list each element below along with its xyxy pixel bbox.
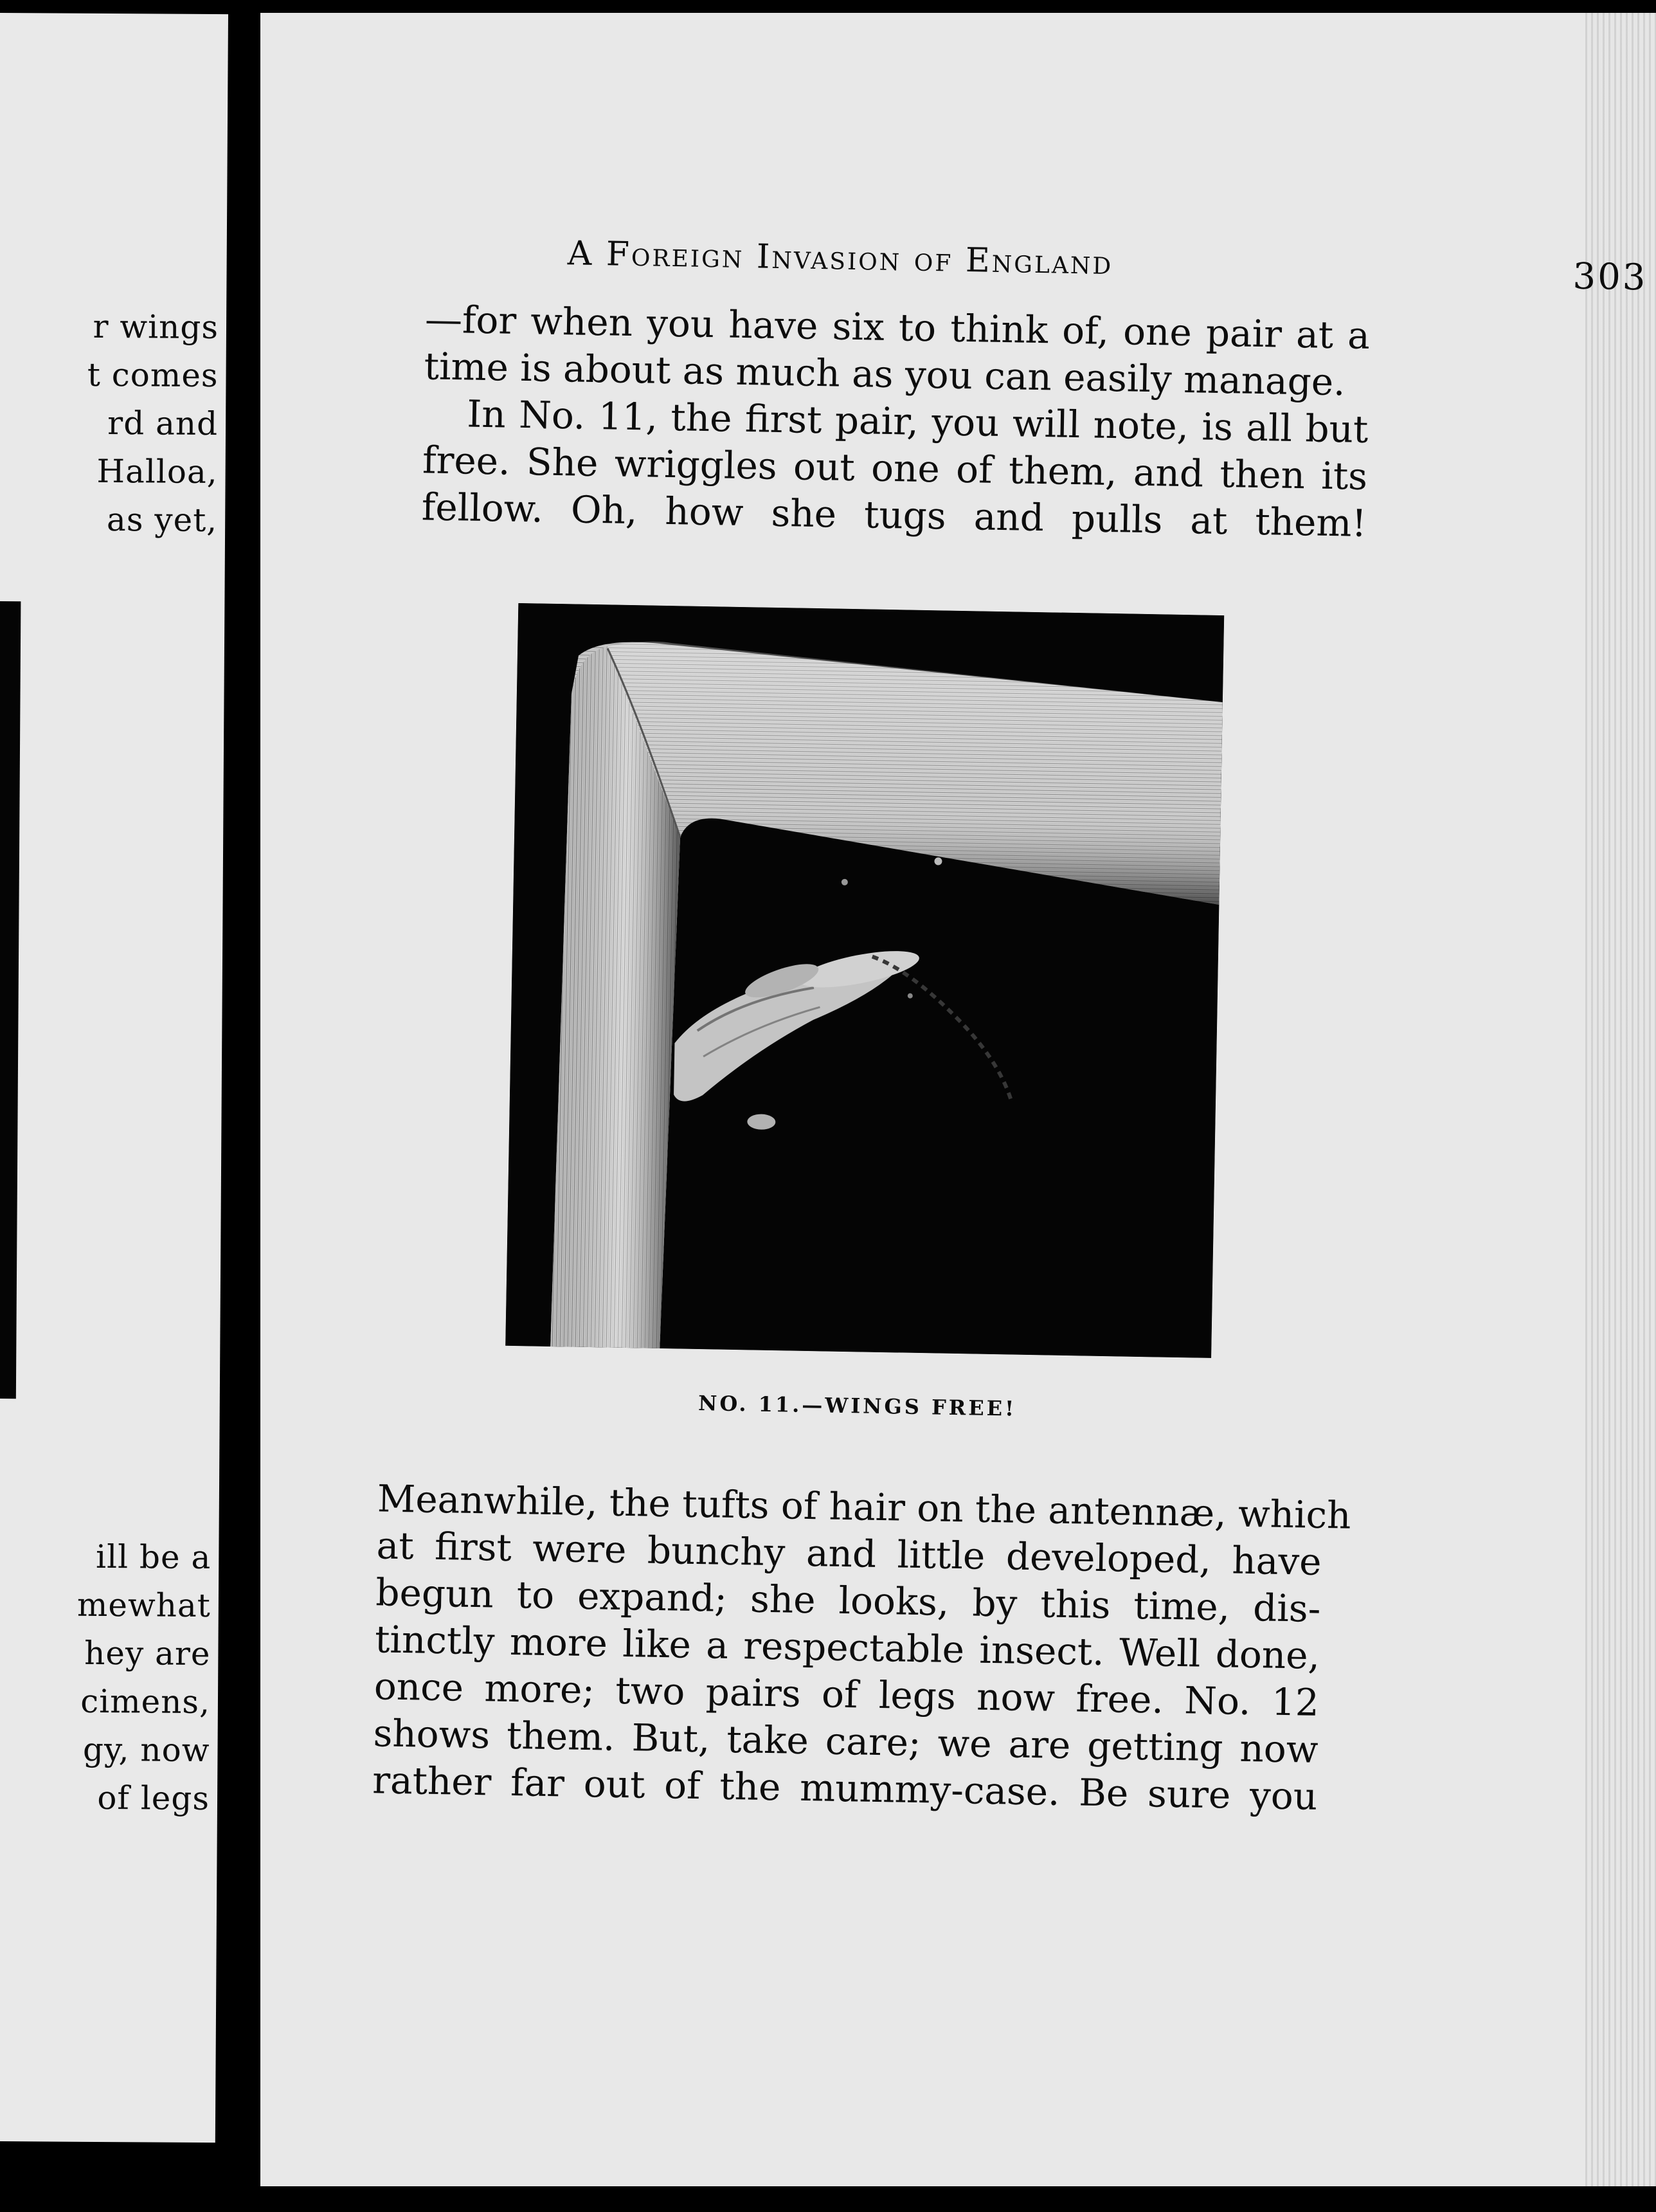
figure-caption: NO. 11.—WINGS FREE!	[698, 1391, 1017, 1421]
text-line: free. She wriggles out one of them, and then its	[422, 438, 1368, 498]
text-line: In No. 11, the first pair, you will note, is all but	[466, 392, 1369, 451]
left-page-line: as yet,	[106, 501, 218, 539]
running-header	[567, 234, 1648, 304]
left-page-line: r wings	[93, 307, 219, 347]
left-page-line: cimens,	[80, 1682, 211, 1721]
moth-emerging-illustration	[505, 603, 1224, 1358]
running-title: A Foreign Invasion of England	[567, 234, 1113, 283]
text-line: shows them. But, take care; we are getting now	[373, 1711, 1319, 1772]
text-line: Meanwhile, the tufts of hair on the antennæ, which	[377, 1476, 1352, 1537]
top-paragraph	[421, 296, 1370, 547]
bottom-paragraph	[372, 1475, 1352, 1820]
page-number: 303	[1572, 255, 1648, 299]
text-line: rather far out of the mummy-case. Be sure you	[372, 1758, 1318, 1818]
left-page-line: gy, now	[82, 1730, 210, 1770]
left-page-line: rd and	[107, 404, 219, 443]
left-page-line: hey are	[84, 1634, 211, 1673]
page-content	[242, 1, 1656, 2198]
left-page-line: t comes	[87, 356, 219, 395]
left-page-photo-edge	[0, 601, 21, 1399]
text-line: at first were bunchy and little developed, have	[376, 1523, 1322, 1584]
text-line: tinctly more like a respectable insect. Well done,	[374, 1617, 1320, 1678]
right-page	[260, 13, 1656, 2186]
left-page-line: Halloa,	[96, 452, 218, 491]
left-page-line: ill be a	[95, 1537, 212, 1577]
text-line: begun to expand; she looks, by this time, dis-	[375, 1570, 1321, 1631]
text-line: time is about as much as you can easily manage.	[424, 344, 1346, 404]
figure-photo	[505, 603, 1224, 1358]
text-line: fellow. Oh, how she tugs and pulls at them!	[421, 485, 1367, 545]
left-page	[0, 13, 228, 2143]
left-page-line: of legs	[97, 1779, 210, 1818]
text-line: —for when you have six to think of, one pair at a	[424, 297, 1371, 358]
text-line: once more; two pairs of legs now free. No. 12	[374, 1664, 1320, 1725]
left-page-line: mewhat	[76, 1586, 212, 1625]
